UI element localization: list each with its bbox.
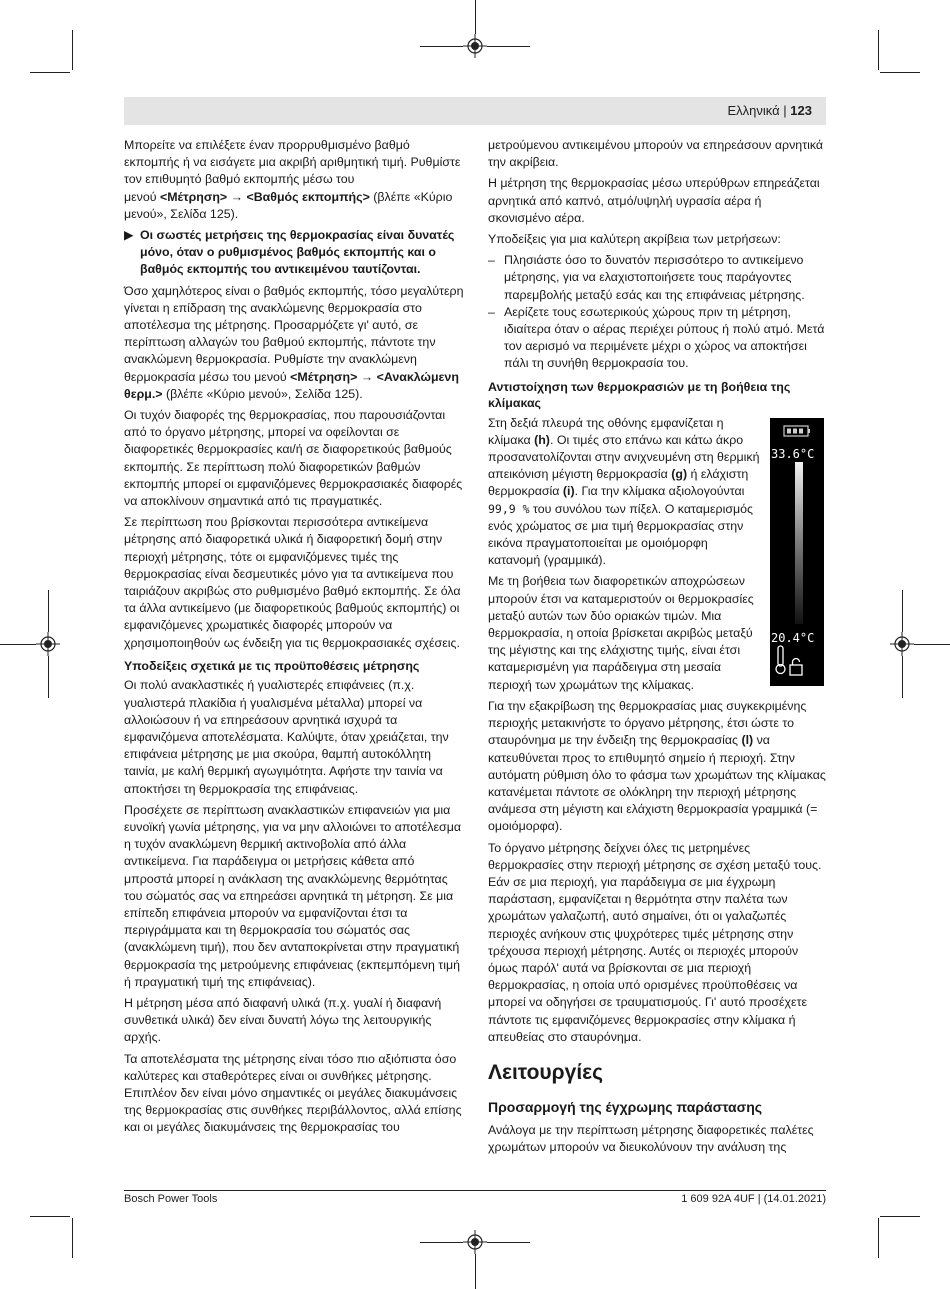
crop-mark (878, 30, 879, 70)
warning-note: ▶ Οι σωστές μετρήσεις της θερμοκρασίας είναι δυνατές μόνο, όταν ο ρυθμισμένος βαθμός εκπομπής και ο βαθμός εκπομπής του αντικειμένου ταυτίζονται. (124, 228, 455, 277)
crop-mark (48, 590, 49, 632)
footer-divider (124, 1190, 826, 1191)
section-heading: Προσαρμογή της έγχρωμης παράστασης (488, 1098, 763, 1115)
battery-icon (784, 426, 810, 436)
crop-mark (487, 1242, 530, 1243)
paragraph: Οι πολύ ανακλαστικές ή γυαλιστερές επιφάνειες (π.χ. γυαλιστερά πλακίδια ή γυαλισμένα μέταλλα) μπορεί να αλλοιώσουν ή να επηρεάσουν αρνητικά ισχυρά τα εμφανιζόμενα αποτελέσματα. Καλύψτε, όταν χρειάζεται, την επιφάνεια μέτρησης με μια σκούρα, θαμπή αυτοκόλλητη ταινία, με καλή θερμική αγωγιμότητα. Αφήστε την ταινία να αποκτήσει τη θερμοκρασία της επιφάνειας. (124, 678, 449, 796)
thermal-scale-figure (770, 418, 824, 686)
paragraph: Με τη βοήθεια των διαφορετικών αποχρώσεων μπορούν έτσι να καταμεριστούν οι θερμοκρασίες μεταξύ αυτών των δύο οριακών τιμών. Μια θερμοκρασία, η οποία βρίσκεται ακριβώς μεταξύ της μέγιστης και της ελάχιστης τιμής, είναι έτσι καταμερισμένη για παράδειγμα στη μεσαία περιοχή των χρωμάτων της κλίμακας. (488, 574, 754, 692)
right-column (488, 137, 826, 1160)
crop-mark (878, 1218, 879, 1258)
section-heading: Αντιστοίχηση των θερμοκρασιών με τη βοήθεια της κλίμακας (488, 379, 791, 411)
crop-mark (48, 656, 49, 698)
scale-max-label: 33.6°C (771, 446, 815, 461)
paragraph: Υποδείξεις για μια καλύτερη ακρίβεια των μετρήσεων: (488, 232, 781, 247)
crop-mark (902, 656, 903, 698)
thermometer-lock-icon (776, 646, 802, 675)
paragraph: Οι τυχόν διαφορές της θερμοκρασίας, που παρουσιάζονται από το όργανο μέτρησης, μπορεί να οφείλονται σε διαφορετικές θερμοκρασίες και/ή σε διαφορετικούς βαθμούς εκπομπής. Σε περίπτωση πολύ διαφορετικών βαθμών εκπομπής μπορεί οι εμφανιζόμενες θερμοκρασιακές διαφορές να αποκλίνουν σημαντικά από τις πραγματικές. (124, 408, 463, 509)
crop-mark (902, 590, 903, 632)
paragraph: Η μέτρηση μέσα από διαφανή υλικά (π.χ. γυαλί ή διαφανή συνθετικά υλικά) δεν είναι δυνατή λόγω της λειτουργικής αρχής. (124, 996, 442, 1045)
list-item: – Πλησιάστε όσο το δυνατόν περισσότερο το αντικείμενο μέτρησης, για να ελαχιστοποιήσετε τους παράγοντες παρεμβολής μεταξύ εσάς και της επιφάνειας μέτρησης. (488, 252, 826, 304)
scale-min-label: 20.4°C (771, 630, 815, 645)
crop-mark (0, 644, 36, 645)
page-number: 123 (790, 103, 812, 118)
registration-mark-icon (36, 632, 60, 656)
section-heading: Υποδείξεις σχετικά με τις προϋποθέσεις μέτρησης (124, 658, 420, 673)
registration-mark-icon (463, 1230, 487, 1254)
tips-list (488, 252, 826, 372)
crop-mark (475, 1254, 476, 1289)
paragraph: Προσέχετε σε περίπτωση ανακλαστικών επιφανειών για μια ευνοϊκή γωνία μέτρησης, για να μην αλλοιώνει το αποτέλεσμα η τυχόν ανακλώμενη θερμική ακτινοβολία από άλλα αντικείμενα. Για παράδειγμα οι μετρήσεις κάθετα από μπροστά μπορεί η ανάκλαση της ανακλώμενης θερμότητας του σώματός σας να επηρεάσει αρνητικά τη μέτρηση. Σε μια επίπεδη επιφάνεια μπορούν να εμφανίζονται έτσι τα περιγράμματα και τη θερμοκρασία του σώματός σας (ανακλώμενη τιμή), που δεν ανταποκρίνεται στην πραγματική θερμοκρασία της μετρούμενης επιφάνειας (εκπεμπόμενη τιμή ή πραγματική τιμή της επιφάνειας). (124, 802, 461, 989)
paragraph: Τα αποτελέσματα της μέτρησης είναι τόσο πιο αξιόπιστα όσο καλύτερες και σταθερότερες είναι οι συνθήκες μέτρησης. Επιπλέον δεν είναι μόνο σημαντικές οι μεγάλες διακυμάνσεις της θερμοκρασίας στις συνθήκες περιβάλλοντος, αλλά επίσης και οι μεγάλες διακυμάνσεις της θερμοκρασίας του (124, 1051, 462, 1135)
crop-mark (487, 46, 530, 47)
chapter-heading: Λειτουργίες (488, 1060, 604, 1084)
crop-mark (30, 1216, 70, 1217)
paragraph: μετρούμενου αντικειμένου μπορούν να επηρεάσουν αρνητικά την ακρίβεια. (488, 138, 824, 170)
paragraph: Όσο χαμηλότερος είναι ο βαθμός εκπομπής, τόσο μεγαλύτερη γίνεται η επίδραση της ανακλώμενης θερμοκρασία στο αποτέλεσμα της μέτρησης. Προσαρμόζετε γι' αυτό, σε περίπτωση αλλαγών του βαθμού εκπομπής, πάντοτε την ανακλώμενη θερμοκρασία. Ρυθμίστε την ανακλώμενη θερμοκρασία μέσω του μενού <Μέτρηση> → <Ανακλώμενη θερμ.> (βλέπε «Κύριο μενού», Σελίδα 125). (124, 283, 464, 401)
scale-text (488, 415, 760, 694)
crop-mark (914, 644, 950, 645)
crop-mark (72, 1218, 73, 1258)
paragraph: Μπορείτε να επιλέξετε έναν προρρυθμισμένο βαθμό εκπομπής ή να εισάγετε μια ακριβή αριθμητική τιμή. Ρυθμίστε τον επιθυμητό βαθμό εκπομπής μέσω του μενού <Μέτρηση> → <Βαθμός εκπομπής> (βλέπε «Κύριο μενού», Σελίδα 125). (124, 138, 461, 221)
list-item: – Αερίζετε τους εσωτερικούς χώρους πριν τη μέτρηση, ιδιαίτερα όταν ο αέρας περιέχει ρύπους ή πολύ ατμό. Μετά τον αερισμό να περιμένετε μέχρι ο χώρος να αποκτήσει πάλι τη συνήθη θερμοκρασία του. (488, 304, 826, 373)
header-language: Ελληνικά (727, 103, 780, 118)
footer-right: 1 609 92A 4UF | (14.01.2021) (681, 1193, 826, 1205)
crop-mark (420, 46, 463, 47)
paragraph: Η μέτρηση της θερμοκρασίας μέσω υπερύθρων επηρεάζεται αρνητικά από καπνό, ατμό/υψηλή υγρασία αέρα ή σκονισμένο αέρα. (488, 176, 820, 225)
footer-left: Bosch Power Tools (124, 1193, 218, 1205)
registration-mark-icon (463, 34, 487, 58)
arrow-right-icon: ▶ (124, 228, 134, 243)
crop-mark (72, 30, 73, 70)
crop-mark (420, 1242, 463, 1243)
paragraph: Για την εξακρίβωση της θερμοκρασίας μιας συγκεκριμένης περιοχής μετακινήστε το όργανο μέτρησης, έτσι ώστε το σταυρόνημα με την ένδειξη της θερμοκρασίας (l) να κατευθύνεται προς το επιθυμητό σημείο ή περιοχή. Στην αυτόματη ρύθμιση όλο το φάσμα των χρωμάτων της κλίμακας κατανέμεται πάντοτε σε ολόκληρη την περιοχή μέτρησης ανάμεσα στη μέγιστη και ελάχιστη θερμοκρασία γραμμικά (= ομοιόμορφα). (488, 698, 826, 834)
paragraph: Στη δεξιά πλευρά της οθόνης εμφανίζεται η κλίμακα (h). Οι τιμές στο επάνω και κάτω άκρο προσανατολίζονται στην ανιχνευμένη στη θερμική απεικόνιση μέγιστη θερμοκρασία (g) ή ελάχιστη θερμοκρασία (i). Για την κλίμακα αξιολογούνται 99,9 % του συνόλου των πίξελ. Ο καταμερισμός ενός χρώματος σε μια τιμή θερμοκρασίας στην εικόνα πραγματοποιείται με ομοιόμορφη κατανομή (γραμμικά). (488, 415, 760, 568)
paragraph: Ανάλογα με την περίπτωση μέτρησης διαφορετικές παλέτες χρωμάτων μπορούν να διευκολύνουν την ανάλυση της (488, 1122, 814, 1155)
header-text: Ελληνικά | 123 (727, 103, 812, 118)
registration-mark-icon (890, 632, 914, 656)
crop-mark (880, 1216, 920, 1217)
page-header (124, 97, 826, 125)
left-column (124, 137, 464, 1141)
paragraph: Σε περίπτωση που βρίσκονται περισσότερα αντικείμενα μέτρησης από διαφορετικά υλικά ή διαφορετική δομή στην περιοχή μέτρησης, τότε οι εμφανιζόμενες τιμές της θερμοκρασίας είναι δεσμευτικές μόνο για τα αντικείμενα που ταιριάζουν ακριβώς στο ρυθμισμένο βαθμό εκπομπής. Σε όλα τα άλλα αντικείμενο (με διαφορετικούς βαθμούς εκπομπής) οι εμφανιζόμενες χρωματικές διαφορές μπορούν να χρησιμοποιηθούν ως ένδειξη για τις θερμοκρασιακές σχέσεις. (124, 515, 461, 650)
crop-mark (30, 72, 70, 73)
color-scale-bar (795, 462, 803, 624)
scale-section (488, 415, 826, 694)
crop-mark (880, 72, 920, 73)
crop-mark (475, 0, 476, 34)
paragraph: Το όργανο μέτρησης δείχνει όλες τις μετρημένες θερμοκρασίες στην περιοχή μέτρησης σε σχέση μεταξύ τους. Εάν σε μια περιοχή, για παράδειγμα σε μια έγχρωμη παράσταση, εμφανίζεται η θερμότητα στην παλέτα των χρωμάτων γαλαζωπή, αυτό σημαίνει, ότι οι γαλαζωπές περιοχές ανήκουν στις ψυχρότερες τιμές μέτρησης στην τρέχουσα περιοχή μέτρησης. Αυτές οι περιοχές μπορούν όμως παρόλ' αυτά να βρίσκονται σε μια περιοχή θερμοκρασίας, η οποία υπό ορισμένες προϋποθέσεις να μπορεί να οδηγήσει σε τραυματισμούς. Γι' αυτό προσέχετε πάντοτε τις εμφανιζόμενες θερμοκρασίες στην κλίμακα ή απευθείας στο σταυρόνημα. (488, 840, 822, 1044)
